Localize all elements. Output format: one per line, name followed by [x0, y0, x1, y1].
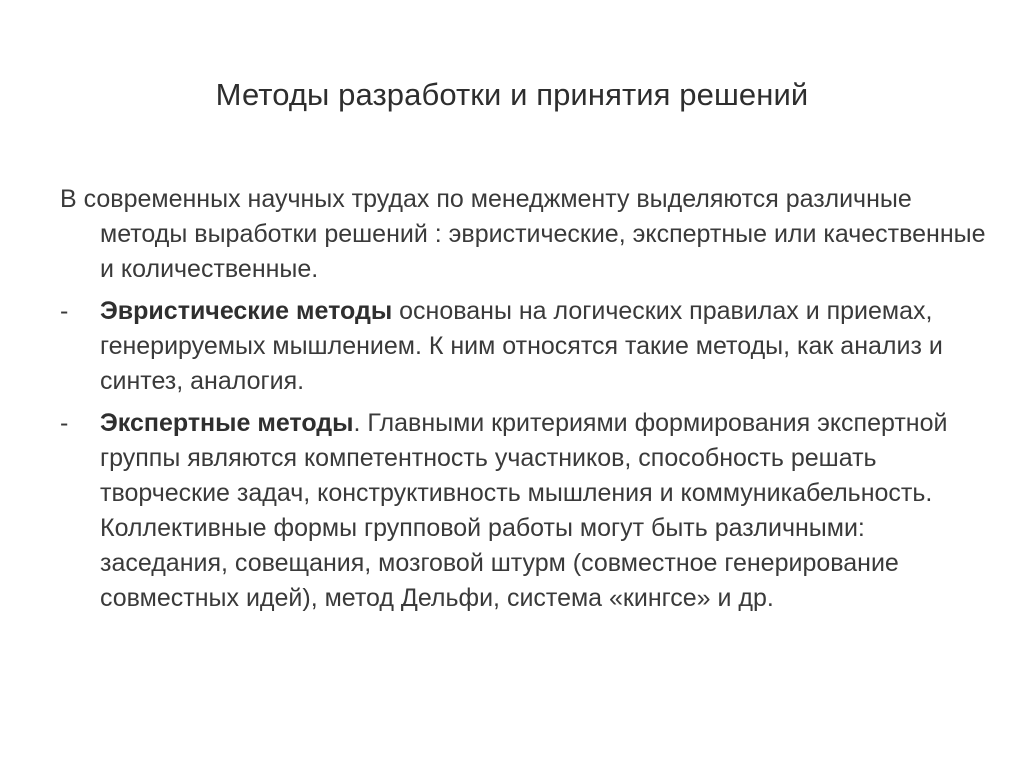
slide-title: Методы разработки и принятия решений: [215, 77, 809, 112]
list-marker: -: [60, 409, 69, 437]
list-marker: -: [60, 297, 69, 325]
term-heuristic: Эвристические методы: [100, 297, 393, 325]
list-item-heuristic: [60, 294, 990, 399]
intro-text: В современных научных трудах по менеджменту выделяются различные методы выработки решений : эвристические, экспертные или качественные и количественные.: [60, 185, 986, 283]
term-expert: Экспертные методы: [100, 409, 354, 437]
list-item-expert: [60, 406, 990, 616]
slide-body: [60, 182, 990, 616]
desc-expert: . Главными критериями формирования экспертной группы являются компетентность участников, способность решать творческие задач, конструктивность мышления и коммуникабельность. Коллективные формы групповой работы могут быть различными: заседания, совещания, мозговой штурм (совместное генерирование совместных идей), метод Дельфи, система «кингсе» и др.: [100, 409, 948, 612]
desc-heuristic: основаны на логических правилах и приемах, генерируемых мышлением. К ним относятся такие методы, как анализ и синтез, аналогия.: [100, 297, 943, 395]
intro-paragraph: [60, 182, 990, 287]
